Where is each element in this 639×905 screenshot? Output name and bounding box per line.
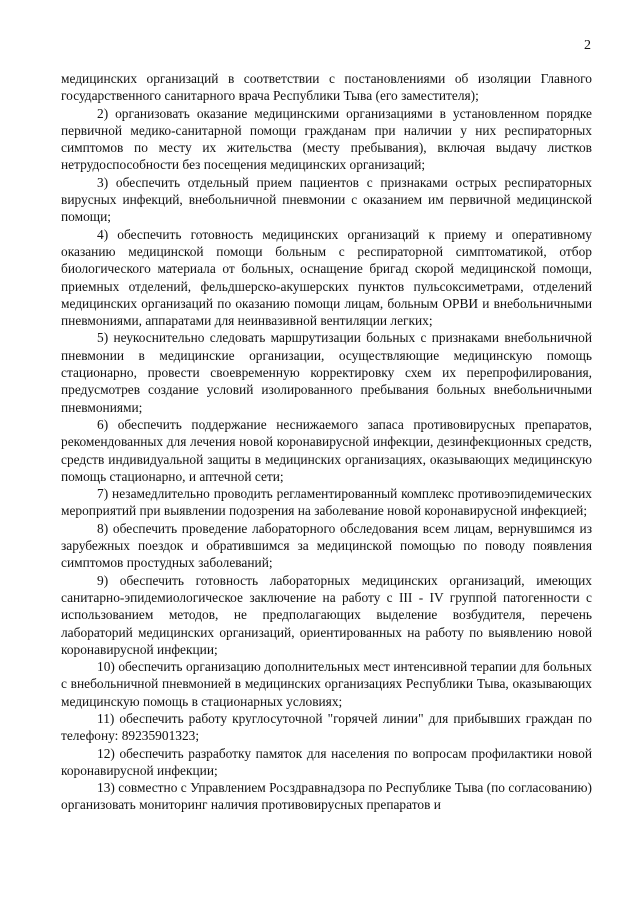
- paragraph-item-8: 8) обеспечить проведение лабораторного обследования всем лицам, вернувшимся из зарубежных поездок и обратившимся за медицинской помощью по поводу появления симптомов простудных заболеваний;: [61, 520, 592, 571]
- paragraph-item-5: 5) неукоснительно следовать маршрутизации больных с признаками внебольничной пневмонии в медицинские организации, осуществляющие медицинскую помощь стационарно, провести своевременную корректировку схем их перепрофилирования, предусмотрев создание условий изолированного пребывания больных внебольничными пневмониями;: [61, 330, 592, 415]
- paragraph-item-13: 13) совместно с Управлением Росздравнадзора по Республике Тыва (по согласованию) организовать мониторинг наличия противовирусных препаратов и: [61, 780, 592, 813]
- paragraph-item-12: 12) обеспечить разработку памяток для населения по вопросам профилактики новой коронавирусной инфекции;: [61, 745, 592, 778]
- paragraph-item-9: 9) обеспечить готовность лабораторных медицинских организаций, имеющих санитарно-эпидемиологическое заключение на работу с III - IV группой патогенности с использованием методов, не предполагающих выделение возбудителя, перечень лабораторий медицинских организаций, ориентированных на работу по выявлению новой коронавирусной инфекции;: [61, 572, 592, 657]
- paragraph-item-11: 11) обеспечить работу круглосуточной "горячей линии" для прибывших граждан по телефону: 89235901323;: [61, 710, 592, 744]
- paragraph-item-6: 6) обеспечить поддержание неснижаемого запаса противовирусных препаратов, рекомендованных для лечения новой коронавирусной инфекции, дезинфекционных средств, средств индивидуальной защиты в медицинских организациях, оказывающих медицинскую помощь стационарно, и аптечной сети;: [61, 416, 592, 484]
- paragraph-continuation: медицинских организаций в соответствии с постановлениями об изоляции Главного государственного санитарного врача Республики Тыва (его заместителя);: [61, 71, 592, 104]
- paragraph-item-10: 10) обеспечить организацию дополнительных мест интенсивной терапии для больных с внебольничной пневмонией в медицинских организациях Республики Тыва, оказывающих медицинскую помощь в стационарных условиях;: [61, 659, 592, 709]
- paragraph-item-3: 3) обеспечить отдельный прием пациентов с признаками острых респираторных вирусных инфекций, внебольничной пневмонии с оказанием им первичной медицинской помощи;: [61, 174, 592, 225]
- page-number: 2: [584, 38, 591, 53]
- paragraph-item-2: 2) организовать оказание медицинскими организациями в установленном порядке первичной медико-санитарной помощи гражданам при наличии у них респираторных симптомов по месту их жительства (месту пребывания), включая выдачу листков нетрудоспособности без посещения медицинских организаций;: [61, 105, 592, 173]
- paragraph-item-4: 4) обеспечить готовность медицинских организаций к приему и оперативному оказанию медицинской помощи больным с респираторной симптоматикой, отбор биологического материала от больных, оснащение бригад скорой медицинской помощи, приемных отделений, фельдшерско-акушерских пунктов пульсоксиметрами, отделений медицинских организаций по оказанию помощи лицам, больным ОРВИ и внебольничными пневмониями, аппаратами для неинвазивной вентиляции легких;: [61, 226, 592, 329]
- document-body: [61, 70, 592, 814]
- paragraph-item-7: 7) незамедлительно проводить регламентированный комплекс противоэпидемических мероприятий при выявлении подозрения на заболевание новой коронавирусной инфекцией;: [61, 486, 592, 519]
